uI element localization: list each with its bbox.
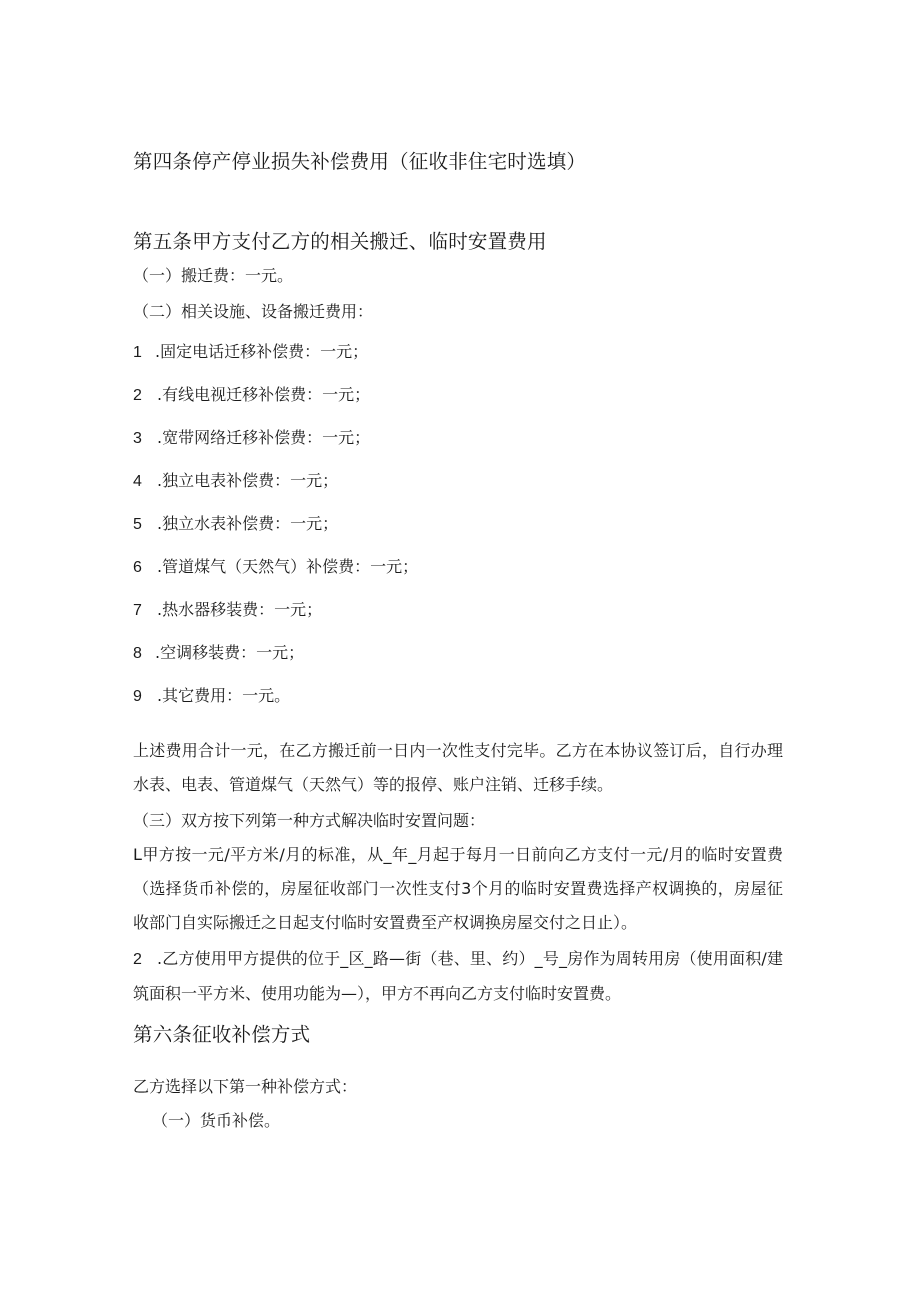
monetary-compensation-item: （一）货币补偿。 xyxy=(152,1111,281,1130)
housing-option-2-paragraph xyxy=(133,942,783,1011)
list-item xyxy=(133,471,338,492)
list-item xyxy=(133,514,338,535)
list-item xyxy=(133,385,370,406)
list-item-text: .宽带网络迁移补偿费：一元； xyxy=(157,428,371,447)
list-item xyxy=(133,342,368,363)
list-item xyxy=(133,428,370,449)
fee-summary-paragraph: 上述费用合计一元，在乙方搬迁前一日内一次性支付完毕。乙方在本协议签订后，自行办理水表、电表、管道煤气（天然气）等的报停、账户注销、迁移手续。 xyxy=(133,741,783,794)
list-item-text: .管道煤气（天然气）补偿费：一元； xyxy=(157,557,419,576)
list-item-text: .热水器移装费：一元； xyxy=(157,600,323,619)
list-item-text: .有线电视迁移补偿费：一元； xyxy=(157,385,371,404)
list-item-number: 6 xyxy=(133,559,142,576)
list-item-text: .固定电话迁移补偿费：一元； xyxy=(155,342,369,361)
list-item xyxy=(133,686,290,707)
list-item-number: 1 xyxy=(133,344,142,361)
list-item-number: 4 xyxy=(133,473,142,490)
list-item-text: .独立水表补偿费：一元； xyxy=(157,514,339,533)
list-item-number: 9 xyxy=(133,688,142,705)
housing-option-2-text: .乙方使用甲方提供的位于_区_路—街（巷、里、约）_号_房作为周转用房（使用面积/建筑面积一平方米、使用功能为—），甲方不再向乙方支付临时安置费。 xyxy=(133,949,783,1003)
list-item-number: 8 xyxy=(133,645,142,662)
list-item-text: .独立电表补偿费：一元； xyxy=(157,471,339,490)
list-item-number: 3 xyxy=(133,430,142,447)
list-item-number: 2 xyxy=(133,387,142,404)
compensation-choice-line: 乙方选择以下第一种补偿方式： xyxy=(133,1077,358,1096)
facility-relocation-heading: （二）相关设施、设备搬迁费用： xyxy=(133,302,374,321)
list-item-text: .其它费用：一元。 xyxy=(157,686,291,705)
article-5-title: 第五条甲方支付乙方的相关搬迁、临时安置费用 xyxy=(133,230,547,253)
list-item xyxy=(133,600,322,621)
relocation-fee-item: （一）搬迁费：一元。 xyxy=(133,266,294,285)
list-item-number: 7 xyxy=(133,602,142,619)
housing-option-1-paragraph: L甲方按一元/平方米/月的标准，从_年_月起于每月一日前向乙方支付一元/月的临时安置费（选择货币补偿的，房屋征收部门一次性支付3个月的临时安置费选择产权调换的，房屋征收部门自实际搬迁之日起支付临时安置费至产权调换房屋交付之日止）。 xyxy=(133,845,783,932)
list-item xyxy=(133,557,418,578)
temporary-housing-heading: （三）双方按下列第一种方式解决临时安置问题： xyxy=(133,811,486,830)
list-item-number: 2 xyxy=(133,951,142,968)
article-6-title: 第六条征收补偿方式 xyxy=(133,1023,311,1046)
article-4-title: 第四条停产停业损失补偿费用（征收非住宅时选填） xyxy=(133,150,587,173)
list-item xyxy=(133,643,304,664)
list-item-text: .空调移装费：一元； xyxy=(155,643,305,662)
list-item-number: 5 xyxy=(133,516,142,533)
